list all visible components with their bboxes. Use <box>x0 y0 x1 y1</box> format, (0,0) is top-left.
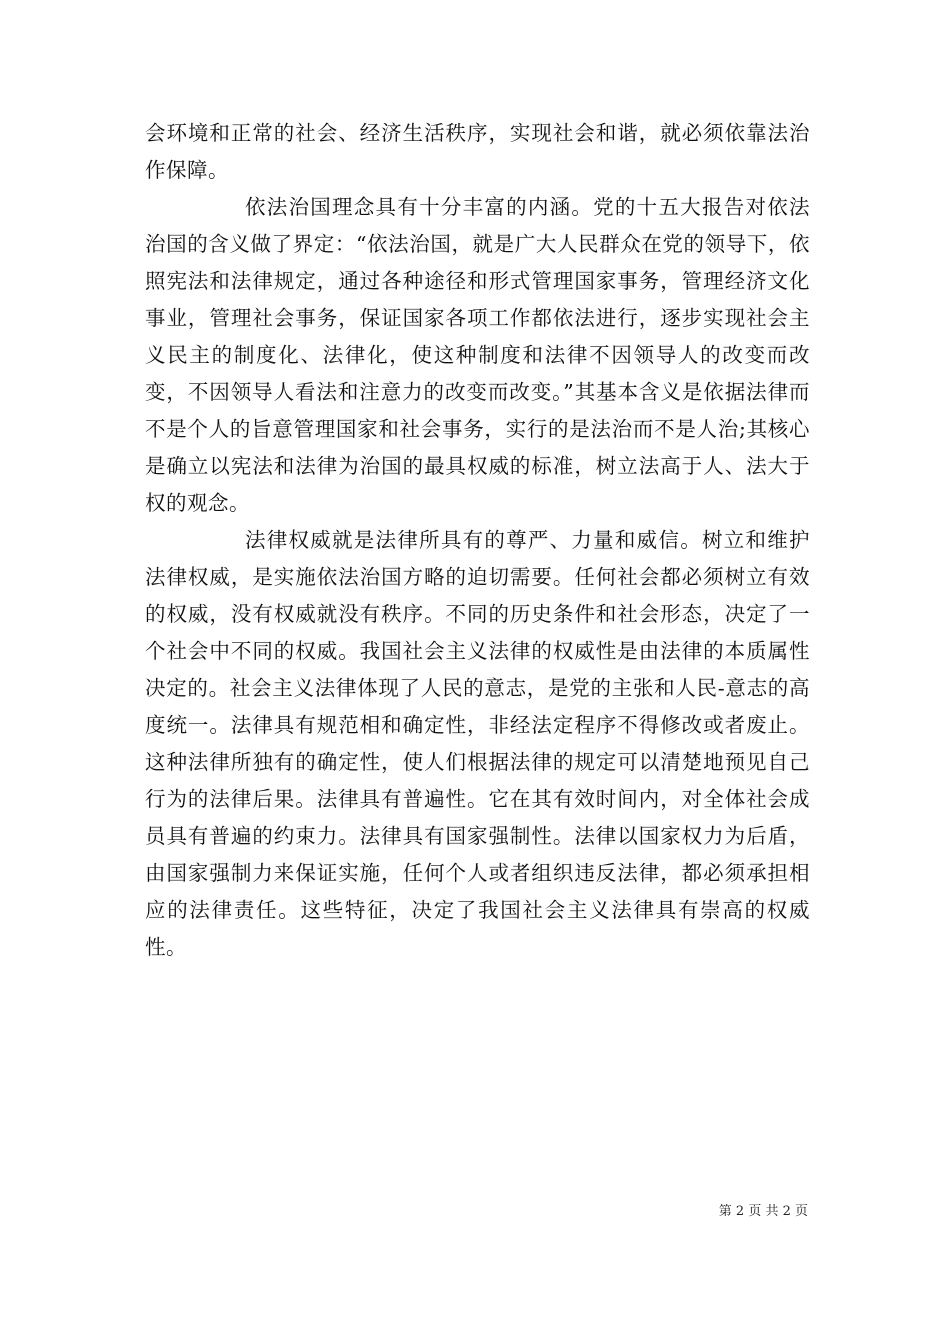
paragraph-rule-of-law-concept: 依法治国理念具有十分丰富的内涵。党的十五大报告对依法治国的含义做了界定：“依法治国，就是广大人民群众在党的领导下，依照宪法和法律规定，通过各种途径和形式管理国家事务，管理经济文化事业，管理社会事务，保证国家各项工作都依法进行，逐步实现社会主义民主的制度化、法律化，使这种制度和法律不因领导人的改变而改变，不因领导人看法和注意力的改变而改变。”其基本含义是依据法律而不是个人的旨意管理国家和社会事务，实行的是法治而不是人治;其核心是确立以宪法和法律为治国的最具权威的标准，树立法高于人、法大于权的观念。 <box>145 195 810 515</box>
page-footer <box>0 1203 808 1221</box>
document-body <box>145 115 810 966</box>
paragraph-legal-authority: 法律权威就是法律所具有的尊严、力量和威信。树立和维护法律权威，是实施依法治国方略的迫切需要。任何社会都必须树立有效的权威，没有权威就没有秩序。不同的历史条件和社会形态，决定了一个社会中不同的权威。我国社会主义法律的权威性是由法律的本质属性决定的。社会主义法律体现了人民的意志，是党的主张和人民-意志的高度统一。法律具有规范相和确定性，非经法定程序不得修改或者废止。这种法律所独有的确定性，使人们根据法律的规定可以清楚地预见自己行为的法律后果。法律具有普遍性。它在其有效时间内，对全体社会成员具有普遍的约束力。法律具有国家强制性。法律以国家权力为后盾，由国家强制力来保证实施，任何个人或者组织违反法律，都必须承担相应的法律责任。这些特征，决定了我国社会主义法律具有崇高的权威性。 <box>145 528 810 959</box>
page-number-label: 第 2 页 共 2 页 <box>718 1204 808 1219</box>
paragraph-continuation: 会环境和正常的社会、经济生活秩序，实现社会和谐，就必须依靠法治作保障。 <box>145 121 810 182</box>
